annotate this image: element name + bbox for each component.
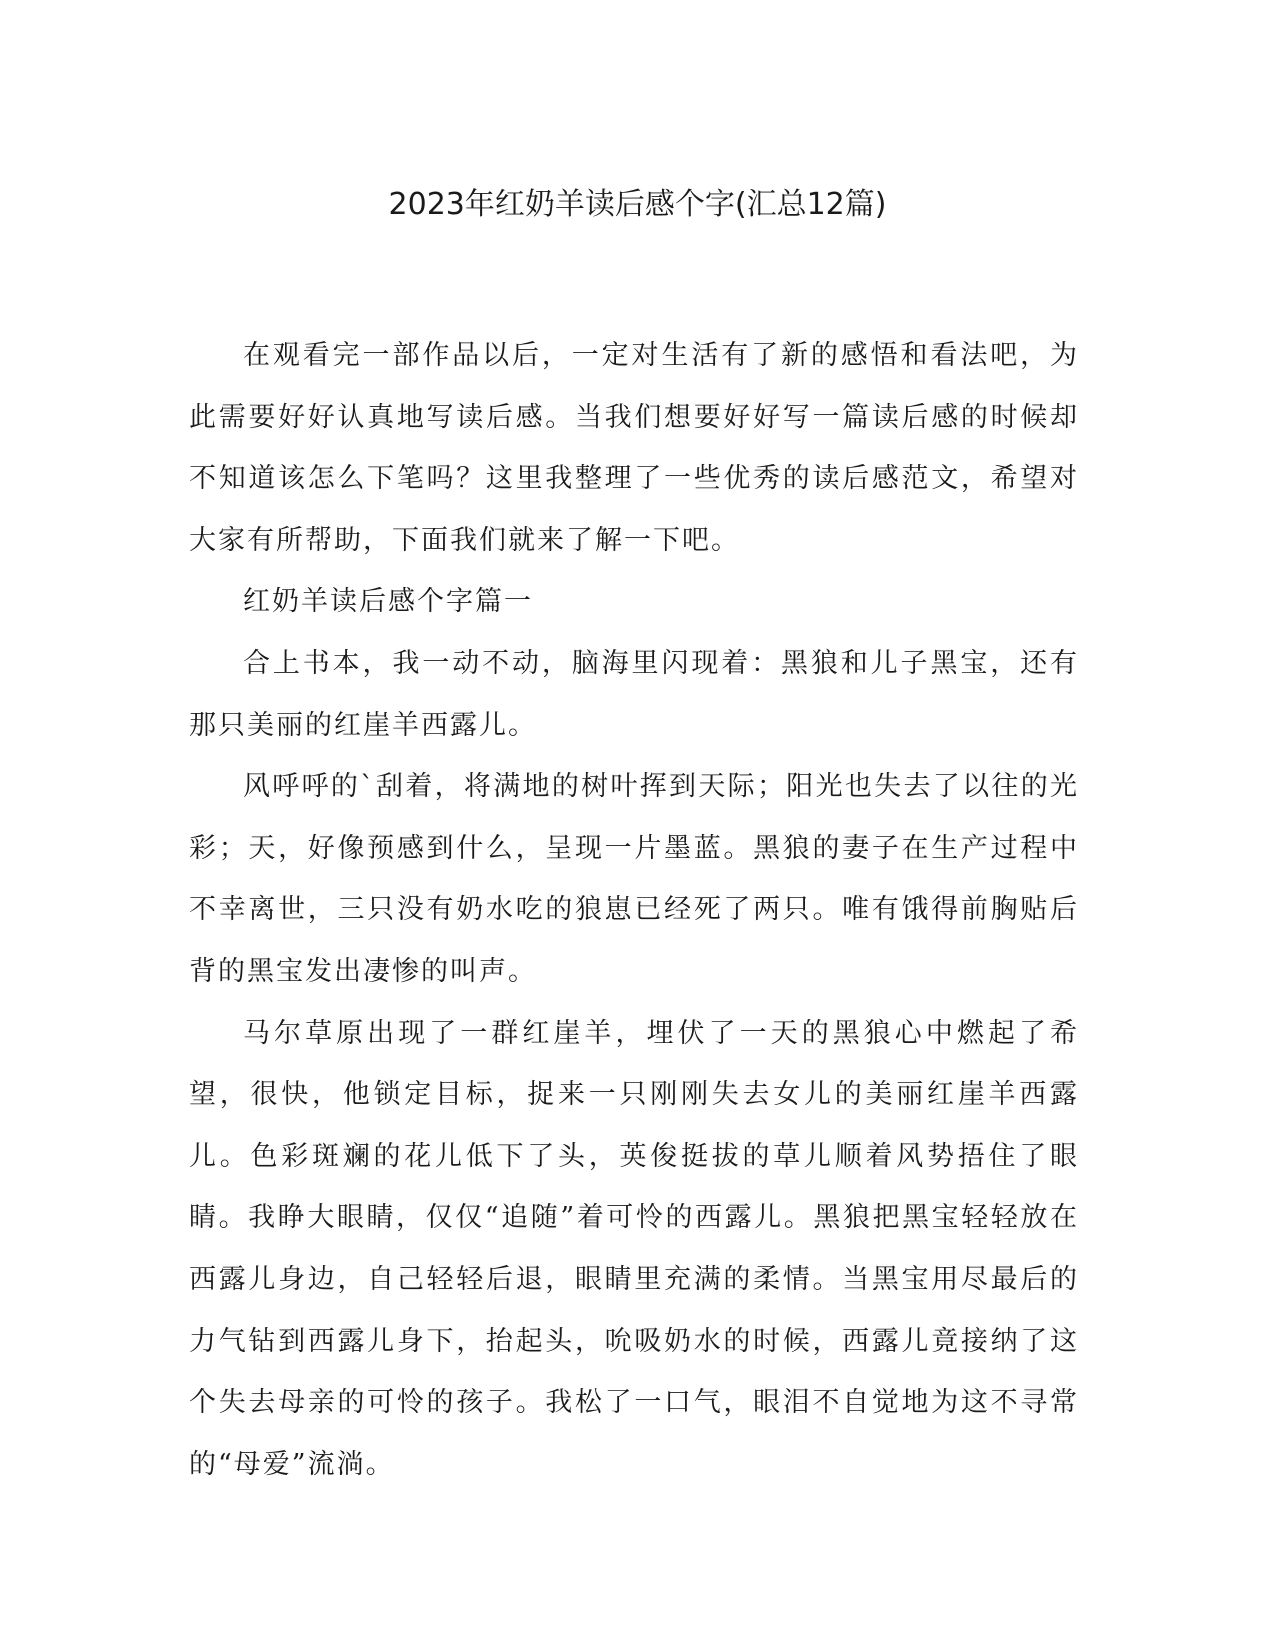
document-title: 2023年红奶羊读后感个字(汇总12篇)	[388, 187, 887, 222]
section-heading: 红奶羊读后感个字篇一	[243, 586, 533, 618]
paragraph: 合上书本，我一动不动，脑海里闪现着：黑狼和儿子黑宝，还有那只美丽的红崖羊西露儿。	[189, 647, 1079, 741]
paragraph-intro: 在观看完一部作品以后，一定对生活有了新的感悟和看法吧，为此需要好好认真地写读后感。当我们想要好好写一篇读后感的时候却不知道该怎么下笔吗？这里我整理了一些优秀的读后感范文，希望对大家有所帮助，下面我们就来了解一下吧。	[189, 340, 1079, 556]
document-body	[189, 325, 1079, 1495]
paragraph: 风呼呼的`刮着，将满地的树叶挥到天际；阳光也失去了以往的光彩；天，好像预感到什么，呈现一片墨蓝。黑狼的妻子在生产过程中不幸离世，三只没有奶水吃的狼崽已经死了两只。唯有饿得前胸贴后背的黑宝发出凄惨的叫声。	[189, 771, 1079, 987]
paragraph: 马尔草原出现了一群红崖羊，埋伏了一天的黑狼心中燃起了希望，很快，他锁定目标，捉来一只刚刚失去女儿的美丽红崖羊西露儿。色彩斑斓的花儿低下了头，英俊挺拔的草儿顺着风势捂住了眼睛。我睁大眼睛，仅仅“追随”着可怜的西露儿。黑狼把黑宝轻轻放在西露儿身边，自己轻轻后退，眼睛里充满的柔情。当黑宝用尽最后的力气钻到西露儿身下，抬起头，吮吸奶水的时候，西露儿竟接纳了这个失去母亲的可怜的孩子。我松了一口气，眼泪不自觉地为这不寻常的“母爱”流淌。	[189, 1017, 1079, 1480]
